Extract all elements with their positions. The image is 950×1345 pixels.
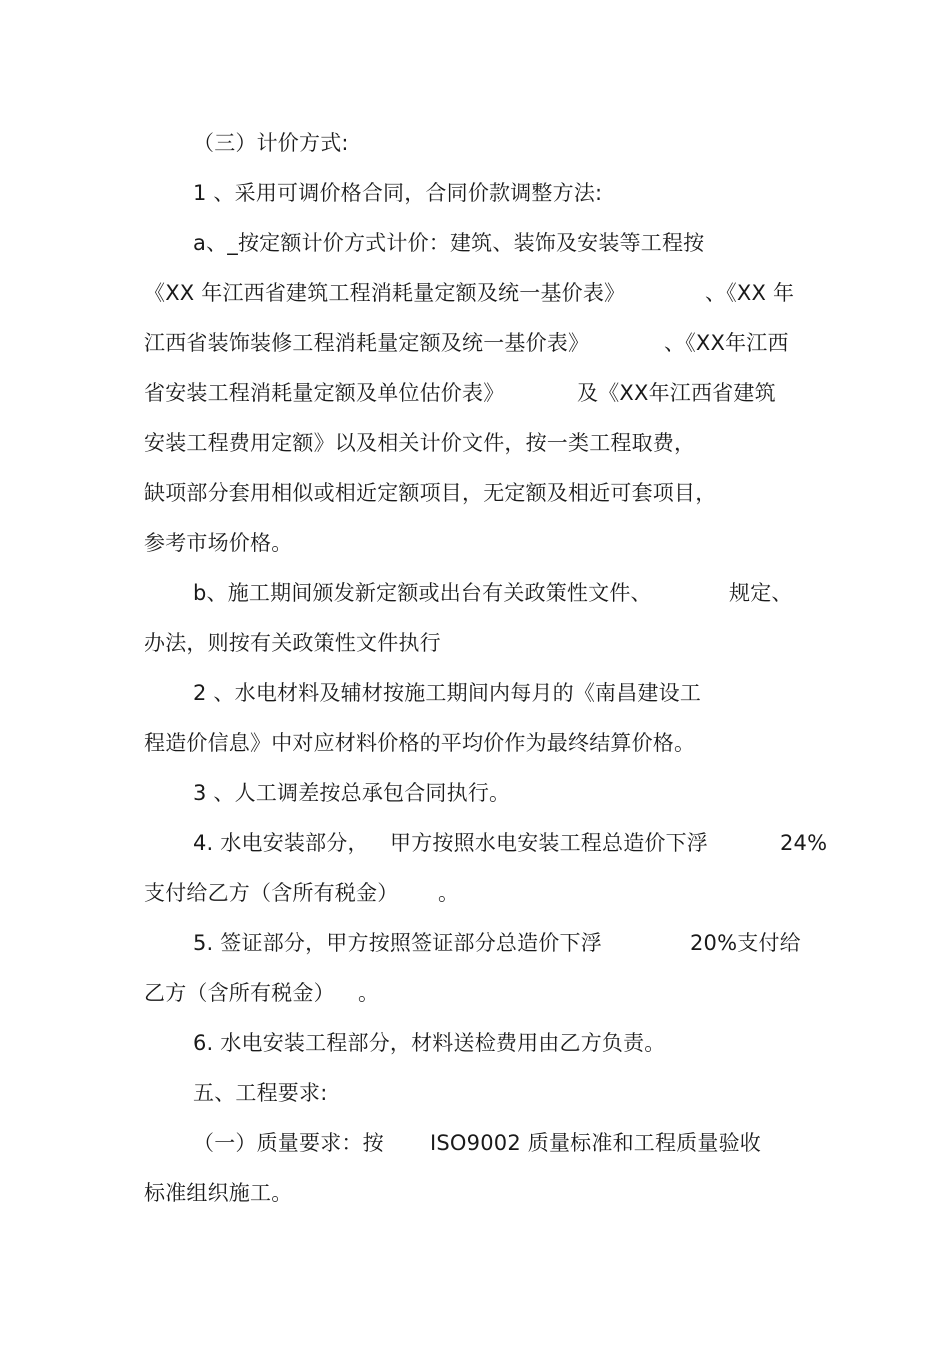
text-segment: 办法，则按有关政策性文件执行 <box>144 631 441 655</box>
text-segment: 、《XX年江西 <box>664 331 789 355</box>
text-segment: 安装工程费用定额》以及相关计价文件，按一类工程取费， <box>144 431 696 455</box>
text-segment: 缺项部分套用相似或相近定额项目，无定额及相近可套项目， <box>144 481 717 505</box>
text-segment: 江西省装饰装修工程消耗量定额及统一基价表》 <box>144 331 590 355</box>
text-segment: 、《XX 年 <box>705 281 795 305</box>
text-segment: ISO9002 质量标准和工程质量验收 <box>430 1131 761 1155</box>
text-segment: 参考市场价格。 <box>144 531 293 555</box>
clause-b-line-2 <box>144 629 441 713</box>
text-segment: a、_按定额计价方式计价：建筑、装饰及安装等工程按 <box>193 231 705 255</box>
text-segment: 乙方（含所有税金） <box>144 981 335 1005</box>
text-segment: （一）质量要求：按 <box>193 1131 384 1155</box>
text-segment: 标准组织施工。 <box>144 1181 293 1205</box>
text-segment: 。 <box>438 881 460 905</box>
text-segment: 4. 水电安装部分， <box>193 831 369 855</box>
text-segment: b、施工期间颁发新定额或出台有关政策性文件、 <box>193 581 652 605</box>
text-segment: 程造价信息》中对应材料价格的平均价作为最终结算价格。 <box>144 731 696 755</box>
text-segment: 3 、人工调差按总承包合同执行。 <box>193 781 511 805</box>
text-segment: 及《XX年江西省建筑 <box>577 381 776 405</box>
quality-requirement-line-2 <box>144 1179 293 1263</box>
text-segment: 24% <box>780 831 828 855</box>
text-segment: 6. 水电安装工程部分，材料送检费用由乙方负责。 <box>193 1031 666 1055</box>
text-segment: 《XX 年江西省建筑工程消耗量定额及统一基价表》 <box>144 281 626 305</box>
text-segment: 。 <box>358 981 380 1005</box>
text-segment: 20%支付给 <box>690 931 801 955</box>
text-segment: 五、工程要求: <box>193 1081 328 1105</box>
text-segment: （三）计价方式: <box>193 131 349 155</box>
text-segment: 支付给乙方（含所有税金） <box>144 881 399 905</box>
text-segment: 甲方按照水电安装工程总造价下浮 <box>390 831 708 855</box>
text-segment: 2 、水电材料及辅材按施工期间内每月的《南昌建设工 <box>193 681 702 705</box>
clause-5-line-2 <box>144 979 380 1091</box>
text-segment: 省安装工程消耗量定额及单位估价表》 <box>144 381 505 405</box>
text-segment: 规定、 <box>729 581 793 605</box>
text-segment: 5. 签证部分，甲方按照签证部分总造价下浮 <box>193 931 602 955</box>
text-segment: 1 、采用可调价格合同，合同价款调整方法: <box>193 181 603 205</box>
clause-a-line-7 <box>144 529 293 613</box>
